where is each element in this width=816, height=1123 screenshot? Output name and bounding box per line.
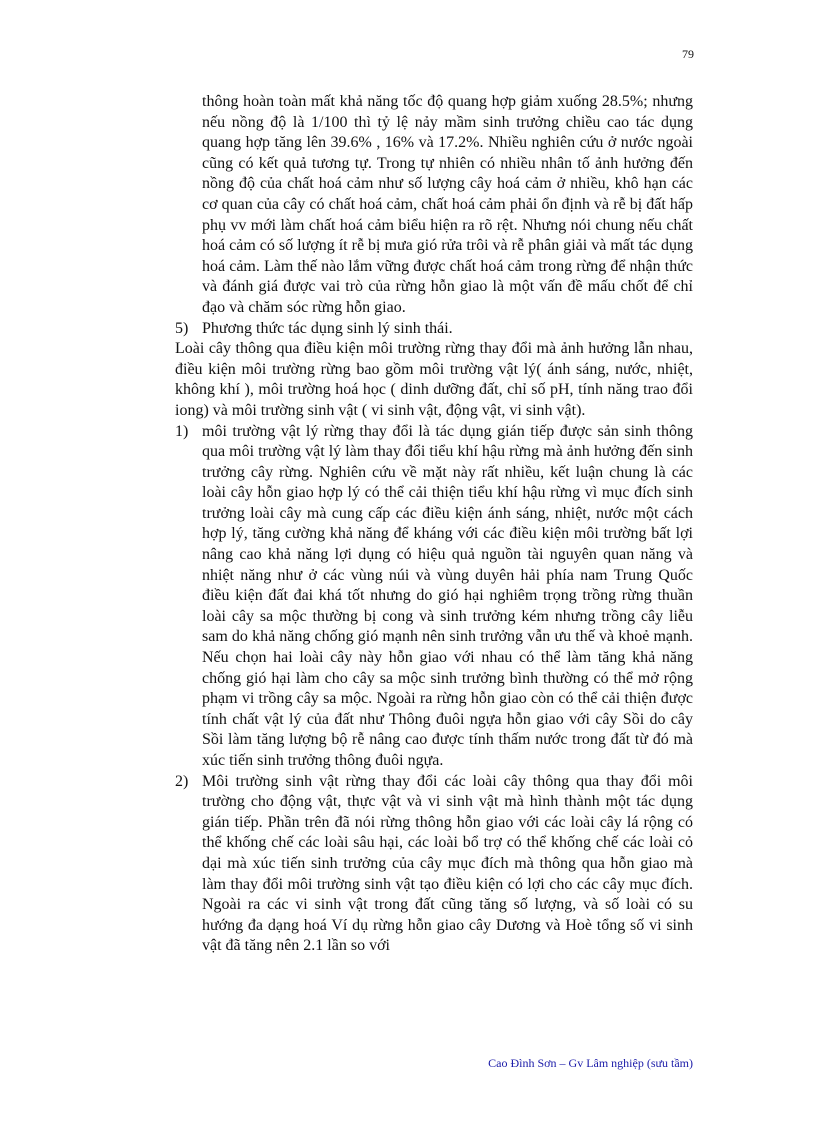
page-footer: Cao Đình Sơn – Gv Lâm nghiệp (sưu tầm) <box>488 1056 693 1070</box>
list-item <box>175 422 693 772</box>
list-item-text: Môi trường sinh vật rừng thay đổi các loài cây thông qua thay đổi môi trường cho động vật, thực vật và vi sinh vật mà hình thành một tác dụng gián tiếp. Phần trên đã nói rừng thông hỗn giao với các loài cây lá rộng có thể khống chế các loài sâu hại, các loài bổ trợ có thể khống chế các loài cỏ dại mà xúc tiến sinh trưởng của cây mục đích mà thông qua hỗn giao mà làm thay đổi môi trường sinh vật tạo điều kiện có lợi cho các cây mục đích. Ngoài ra các vi sinh vật trong đất cũng tăng số lượng, và số loài có su hướng đa dạng hoá Ví dụ rừng hỗn giao cây Dương và Hoè tổng số vi sinh vật đã tăng nên 2.1 lần so với <box>202 772 693 955</box>
page-number: 79 <box>682 47 694 61</box>
section-heading-text: Phương thức tác dụng sinh lý sinh thái. <box>202 319 453 337</box>
list-item-number: 2) <box>175 772 189 790</box>
section-heading-number: 5) <box>175 319 189 337</box>
page-body <box>175 92 693 957</box>
list-item-text: môi trường vật lý rừng thay đổi là tác dụng gián tiếp được sản sinh thông qua môi trường vật lý làm thay đổi tiểu khí hậu rừng mà ảnh hưởng đến sinh trưởng cây rừng. Nghiên cứu về mặt này rất nhiều, kết luận chung là các loài cây hỗn giao hợp lý có thể cải thiện tiểu khí hậu rừng vì mục đích sinh trưởng loài cây mà cung cấp các điều kiện ánh sáng, nhiệt, nước một cách hợp lý, tăng cường khả năng để kháng với các điều kiện môi trường bất lợi nâng cao khả năng lợi dụng có hiệu quả nguồn tài nguyên quan năng và nhiệt năng như ở các vùng núi và vùng duyên hải phía nam Trung Quốc điều kiện đất đai khá tốt nhưng do gió hại nghiêm trọng trồng rừng thuần loài cây sa mộc thường bị cong và sinh trưởng kém nhưng trồng cây liễu sam do khả năng chống gió mạnh nên sinh trưởng vẫn ưu thế và khoẻ mạnh. Nếu chọn hai loài cây này hỗn giao với nhau có thể làm tăng khả năng chống gió hại làm cho cây sa mộc sinh trưởng bình thường có thể mở rộng phạm vi trồng cây sa mộc. Ngoài ra rừng hỗn giao còn có thể cải thiện được tính chất vật lý của đất như Thông đuôi ngựa hỗn giao với cây Sồi do cây Sồi làm tăng lượng bộ rễ nâng cao được tính thấm nước trong đất từ đó mà xúc tiến sinh trưởng thông đuôi ngựa. <box>202 422 693 769</box>
list-item-number: 1) <box>175 422 189 440</box>
list-item <box>175 772 693 957</box>
intro-paragraph: Loài cây thông qua điều kiện môi trường rừng thay đổi mà ảnh hưởng lẫn nhau, điều kiện môi trường rừng bao gồm môi trường vật lý( ánh sáng, nước, nhiệt, không khí ), môi trường hoá học ( dinh dưỡng đất, chỉ số pH, tính năng trao đổi iong) và môi trường sinh vật ( vi sinh vật, động vật, vi sinh vật). <box>175 340 693 419</box>
section-heading <box>175 319 693 340</box>
paragraph-continuation: thông hoàn toàn mất khả năng tốc độ quang hợp giảm xuống 28.5%; nhưng nếu nồng độ là 1/100 thì tỷ lệ nảy mầm sinh trưởng chiều cao tác dụng quang hợp tăng lên 39.6% , 16% và 17.2%. Nhiều nghiên cứu ở nước ngoài cũng có kết quả tương tự. Trong tự nhiên có nhiều nhân tố ảnh hưởng đến nồng độ của chất hoá cảm như số lượng cây hoá cảm ở nhiều, khô hạn các cơ quan của cây có chất hoá cảm, chất hoá cảm phải ổn định và rễ bị đất hấp phụ vv mới làm chất hoá cảm biểu hiện ra rõ rệt. Nhưng nói chung nếu chất hoá cảm có số lượng ít rễ bị mưa gió rửa trôi và rễ phân giải và mất tác dụng hoá cảm. Làm thế nào lắm vững được chất hoá cảm trong rừng để nhận thức và đánh giá được vai trò của rừng hỗn giao là một vấn đề mấu chốt để chỉ đạo và chăm sóc rừng hỗn giao. <box>202 93 693 316</box>
